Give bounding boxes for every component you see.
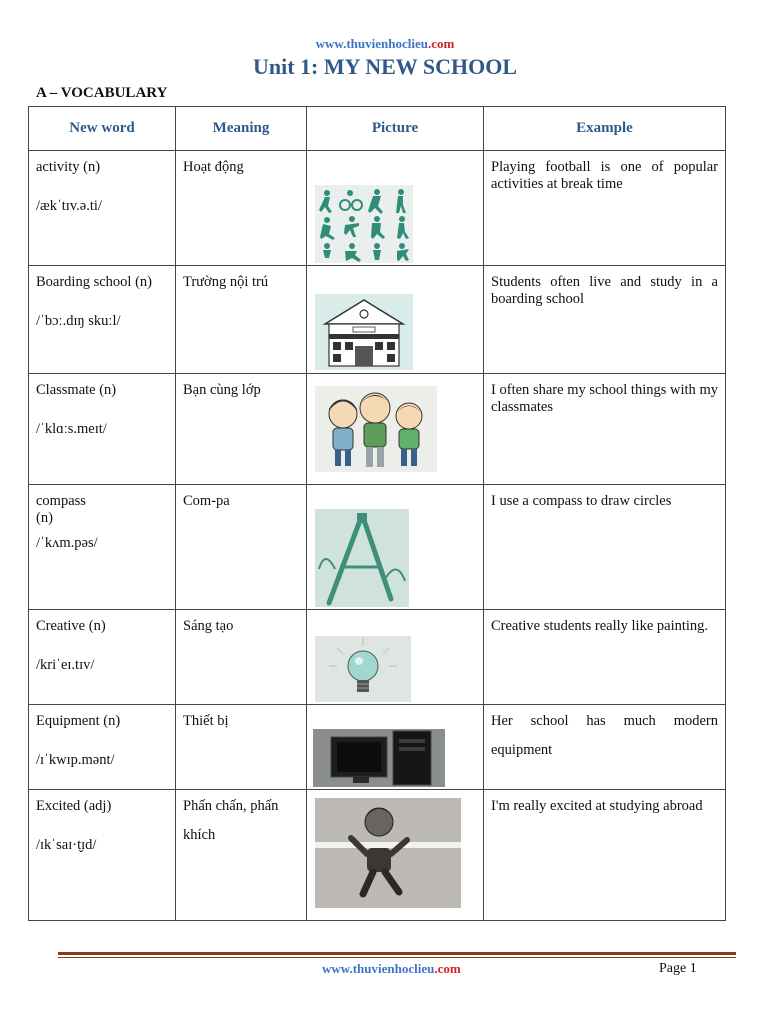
word-text: compass (n) [36,493,86,526]
picture-cell [307,266,484,374]
meaning-text: Thiết bị [183,713,229,729]
meaning-text: Sáng tạo [183,618,234,634]
word-cell [29,705,176,790]
column-header-meaning: Meaning [176,107,307,151]
page-title: Unit 1: MY NEW SCHOOL [252,54,518,79]
meaning-cell [176,266,307,374]
pronunciation-text: /ˈbɔː.dɪŋ skuːl/ [36,313,121,329]
sports-icons-svg [315,185,413,263]
table-row [29,790,726,921]
word-cell [29,266,176,374]
picture-cell [307,705,484,790]
children-svg [315,386,437,472]
example-cell: Students often live and study in a boarding school [484,266,726,374]
word-cell [29,151,176,266]
site-url-tld: .com [427,36,455,51]
word-text: Creative (n) [36,618,106,634]
word-text: Excited (adj) [36,798,112,814]
boy-svg [315,798,461,908]
meaning-cell [176,374,307,485]
school-building-picture [315,294,413,370]
footer-site [322,961,461,977]
meaning-cell [176,610,307,705]
meaning-cell [176,790,307,921]
footer-rule-thin [58,957,736,958]
table-row [29,610,726,705]
example-cell: Her school has much modern equipment [484,705,726,790]
word-text: Boarding school (n) [36,274,152,290]
picture-cell [307,790,484,921]
computer-svg [313,729,445,787]
three-children-picture [315,386,437,472]
example-cell: I'm really excited at studying abroad [484,790,726,921]
meaning-text: Hoạt động [183,159,244,175]
meaning-cell [176,485,307,610]
table-row [29,151,726,266]
column-header-new-word: New word [29,107,176,151]
word-text: activity (n) [36,159,101,175]
table-row [29,485,726,610]
word-cell [29,374,176,485]
footer-url-tld: .com [434,961,461,976]
lightbulb-svg [315,636,411,702]
meaning-text: Com-pa [183,493,230,509]
computer-equipment-picture [313,729,445,787]
pronunciation-text: /kriˈeɪ.tɪv/ [36,657,95,673]
site-url-main: www.thuvienhoclieu [315,36,428,51]
word-cell [29,790,176,921]
column-header-example: Example [484,107,726,151]
section-title: A – VOCABULARY [36,85,168,101]
page-number: Page 1 [659,961,697,976]
compass-svg [315,509,409,607]
word-text: Classmate (n) [36,382,117,398]
meaning-text: Trường nội trú [183,274,269,290]
school-building-svg [315,294,413,370]
example-cell: I often share my school things with my classmates [484,374,726,485]
example-cell: Creative students really like painting. [484,610,726,705]
pronunciation-text: /ækˈtɪv.ə.ti/ [36,198,102,214]
meaning-text: Phấn chấn, phấn khích [183,798,279,843]
word-text: Equipment (n) [36,713,121,729]
pronunciation-text: /ˈklɑːs.meɪt/ [36,421,107,437]
meaning-cell [176,151,307,266]
sports-activities-icons-picture [315,185,413,263]
example-cell: Playing football is one of popular activities at break time [484,151,726,266]
word-cell [29,485,176,610]
table-row [29,266,726,374]
pronunciation-text: /ɪkˈsaɪ·t̬ɪd/ [36,837,97,853]
picture-cell [307,374,484,485]
column-header-picture: Picture [307,107,484,151]
footer-rule [58,952,736,955]
picture-cell [307,151,484,266]
lightbulb-idea-picture [315,636,411,702]
vocabulary-table [28,106,726,921]
picture-cell [307,610,484,705]
drawing-compass-picture [315,509,409,607]
site-header [0,36,770,52]
meaning-cell [176,705,307,790]
table-row [29,374,726,485]
table-row [29,705,726,790]
pronunciation-text: /ɪˈkwɪp.mənt/ [36,752,115,768]
jumping-boy-picture [315,798,461,908]
example-cell: I use a compass to draw circles [484,485,726,610]
pronunciation-text: /ˈkʌm.pəs/ [36,535,98,551]
footer-url-main: www.thuvienhoclieu [322,961,435,976]
meaning-text: Bạn cùng lớp [183,382,261,398]
word-cell [29,610,176,705]
table-header-row [29,107,726,151]
picture-cell [307,485,484,610]
